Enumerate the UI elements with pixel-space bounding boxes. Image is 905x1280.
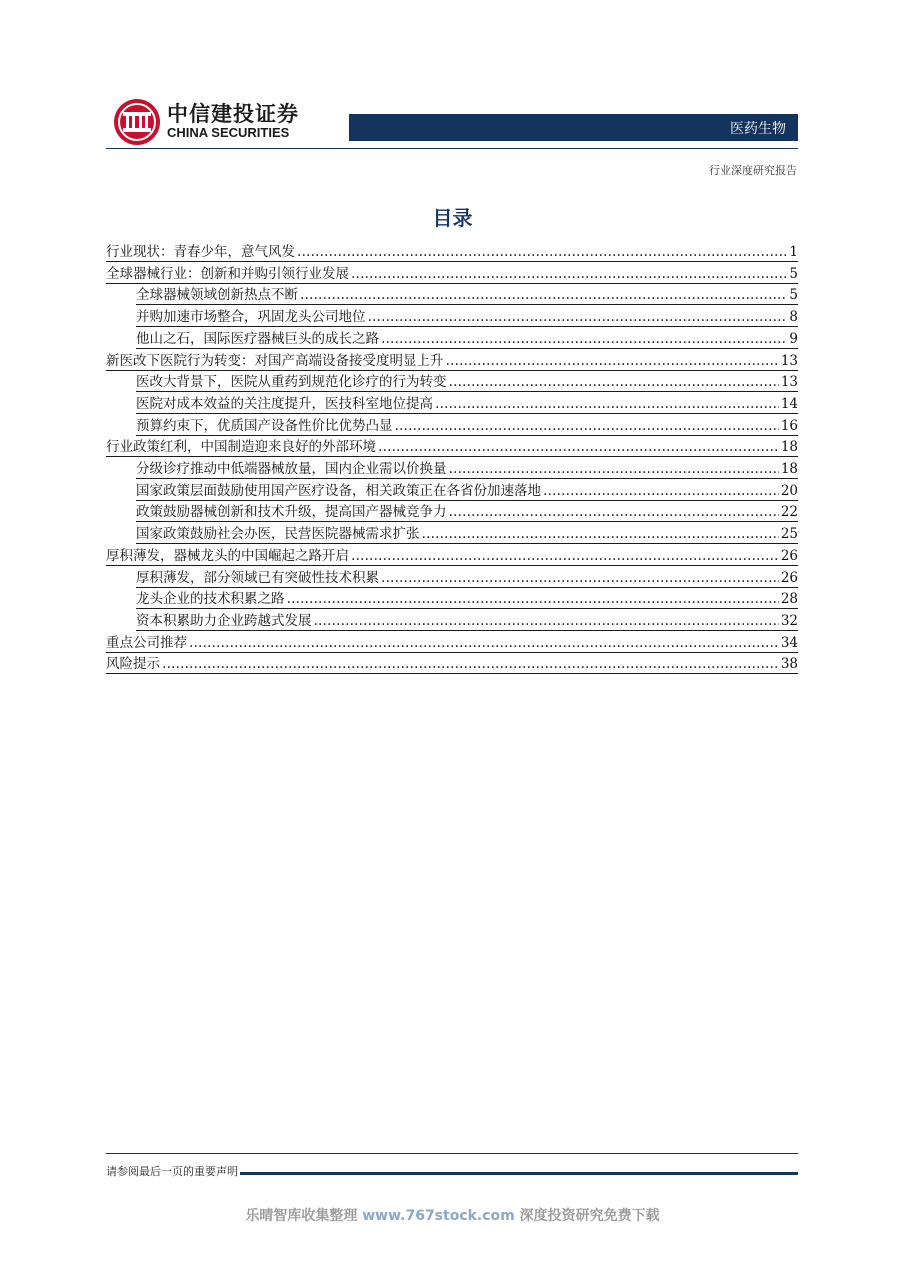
toc-entry-page: 5 bbox=[789, 265, 798, 282]
toc-entry[interactable] bbox=[106, 544, 798, 566]
toc-leader-dots bbox=[422, 526, 779, 543]
toc-leader-dots bbox=[449, 504, 779, 521]
toc-leader-dots bbox=[395, 418, 779, 435]
watermark-prefix: 乐晴智库收集整理 bbox=[245, 1208, 363, 1224]
watermark-url[interactable]: www.767stock.com bbox=[362, 1208, 515, 1224]
toc-leader-dots bbox=[381, 331, 787, 348]
toc-entry-page: 18 bbox=[780, 439, 798, 456]
toc-entry-title: 政策鼓励器械创新和技术升级，提高国产器械竞争力 bbox=[136, 504, 447, 521]
toc-entry[interactable] bbox=[136, 522, 798, 544]
toc-entry-title: 资本积累助力企业跨越式发展 bbox=[136, 612, 312, 629]
toc-entry-title: 风险提示 bbox=[106, 656, 160, 673]
toc-entry[interactable] bbox=[106, 349, 798, 371]
toc-entry-title: 龙头企业的技术积累之路 bbox=[136, 591, 285, 608]
toc-entry-page: 16 bbox=[780, 417, 798, 434]
toc-entry-page: 32 bbox=[780, 612, 798, 629]
toc-entry-page: 25 bbox=[780, 526, 798, 543]
toc-entry-title: 国家政策层面鼓励使用国产医疗设备，相关政策正在各省份加速落地 bbox=[136, 482, 541, 499]
toc-leader-dots bbox=[314, 613, 779, 630]
footer-divider bbox=[106, 1153, 798, 1154]
toc-entry[interactable] bbox=[106, 240, 798, 262]
toc-leader-dots bbox=[300, 287, 787, 304]
toc-entry-page: 34 bbox=[780, 634, 798, 651]
toc-entry-page: 26 bbox=[780, 547, 798, 564]
toc-entry-title: 厚积薄发，器械龙头的中国崛起之路开启 bbox=[106, 547, 349, 564]
toc-leader-dots bbox=[189, 635, 779, 652]
toc-entry-page: 8 bbox=[789, 309, 798, 326]
toc-title: 目录 bbox=[432, 206, 473, 230]
toc-leader-dots bbox=[435, 396, 779, 413]
brand-name-en: CHINA SECURITIES bbox=[167, 125, 290, 140]
toc-entry-title: 厚积薄发，部分领域已有突破性技术积累 bbox=[136, 569, 379, 586]
toc-leader-dots bbox=[351, 266, 787, 283]
toc-entry[interactable] bbox=[106, 262, 798, 284]
toc-leader-dots bbox=[449, 461, 779, 478]
toc-entry-title: 并购加速市场整合，巩固龙头公司地位 bbox=[136, 309, 366, 326]
toc-entry[interactable] bbox=[136, 457, 798, 479]
toc-entry[interactable] bbox=[136, 414, 798, 436]
toc-entry-page: 20 bbox=[780, 482, 798, 499]
toc-entry-title: 新医改下医院行为转变：对国产高端设备接受度明显上升 bbox=[106, 352, 444, 369]
toc-entry-title: 医改大背景下，医院从重药到规范化诊疗的行为转变 bbox=[136, 374, 447, 391]
toc-entry-page: 26 bbox=[780, 569, 798, 586]
toc-entry-title: 全球器械领域创新热点不断 bbox=[136, 287, 298, 304]
toc-entry[interactable] bbox=[106, 435, 798, 457]
toc-entry-page: 5 bbox=[789, 287, 798, 304]
toc-entry-title: 行业现状：青春少年，意气风发 bbox=[106, 244, 295, 260]
toc-entry[interactable] bbox=[136, 392, 798, 414]
toc-entry-page: 1 bbox=[789, 244, 798, 260]
disclaimer-text: 请参阅最后一页的重要声明 bbox=[106, 1165, 238, 1178]
toc-leader-dots bbox=[351, 548, 779, 565]
toc-entry[interactable] bbox=[136, 305, 798, 327]
toc-entry-page: 18 bbox=[780, 461, 798, 477]
toc-entry-page: 14 bbox=[780, 395, 798, 412]
toc-entry[interactable] bbox=[136, 500, 798, 522]
china-securities-logo-icon bbox=[113, 98, 161, 146]
toc-entry-title: 预算约束下，优质国产设备性价比优势凸显 bbox=[136, 417, 393, 434]
toc-entry[interactable] bbox=[136, 283, 798, 305]
toc-entry-title: 全球器械行业：创新和并购引领行业发展 bbox=[106, 265, 349, 282]
sector-label: 医药生物 bbox=[730, 121, 786, 137]
toc-entry[interactable] bbox=[136, 566, 798, 588]
toc-leader-dots bbox=[287, 591, 779, 608]
toc-entry-title: 国家政策鼓励社会办医，民营医院器械需求扩张 bbox=[136, 526, 420, 543]
watermark-suffix: 深度投资研究免费下载 bbox=[514, 1208, 660, 1224]
toc-entry-page: 9 bbox=[789, 330, 798, 347]
toc-leader-dots bbox=[297, 244, 787, 261]
toc-entry-page: 13 bbox=[780, 352, 798, 369]
toc-entry[interactable] bbox=[106, 652, 798, 674]
toc-entry-page: 28 bbox=[780, 591, 798, 608]
header-divider bbox=[106, 148, 798, 149]
report-type: 行业深度研究报告 bbox=[709, 164, 797, 177]
brand-name-cn: 中信建投证券 bbox=[167, 102, 299, 126]
toc-entry[interactable] bbox=[106, 631, 798, 653]
header-bar bbox=[349, 114, 798, 141]
toc-entry-title: 分级诊疗推动中低端器械放量，国内企业需以价换量 bbox=[136, 461, 447, 477]
toc-entry-title: 重点公司推荐 bbox=[106, 634, 187, 651]
toc-entry-page: 13 bbox=[780, 374, 798, 391]
toc-leader-dots bbox=[162, 656, 779, 673]
toc-leader-dots bbox=[378, 439, 779, 456]
toc-leader-dots bbox=[381, 570, 779, 587]
toc-entry-page: 38 bbox=[780, 656, 798, 673]
toc-leader-dots bbox=[446, 353, 779, 370]
toc-leader-dots bbox=[449, 374, 779, 391]
toc-entry[interactable] bbox=[136, 370, 798, 392]
toc-entry-title: 行业政策红利，中国制造迎来良好的外部环境 bbox=[106, 439, 376, 456]
toc-entry[interactable] bbox=[136, 479, 798, 501]
toc-entry[interactable] bbox=[136, 609, 798, 631]
toc-leader-dots bbox=[543, 483, 779, 500]
watermark bbox=[0, 1205, 905, 1225]
toc-entry[interactable] bbox=[136, 327, 798, 349]
toc-entry[interactable] bbox=[136, 587, 798, 609]
toc-entry-page: 22 bbox=[780, 504, 798, 521]
toc-leader-dots bbox=[368, 309, 788, 326]
toc-entry-title: 他山之石，国际医疗器械巨头的成长之路 bbox=[136, 330, 379, 347]
toc-entry-title: 医院对成本效益的关注度提升，医技科室地位提高 bbox=[136, 395, 433, 412]
